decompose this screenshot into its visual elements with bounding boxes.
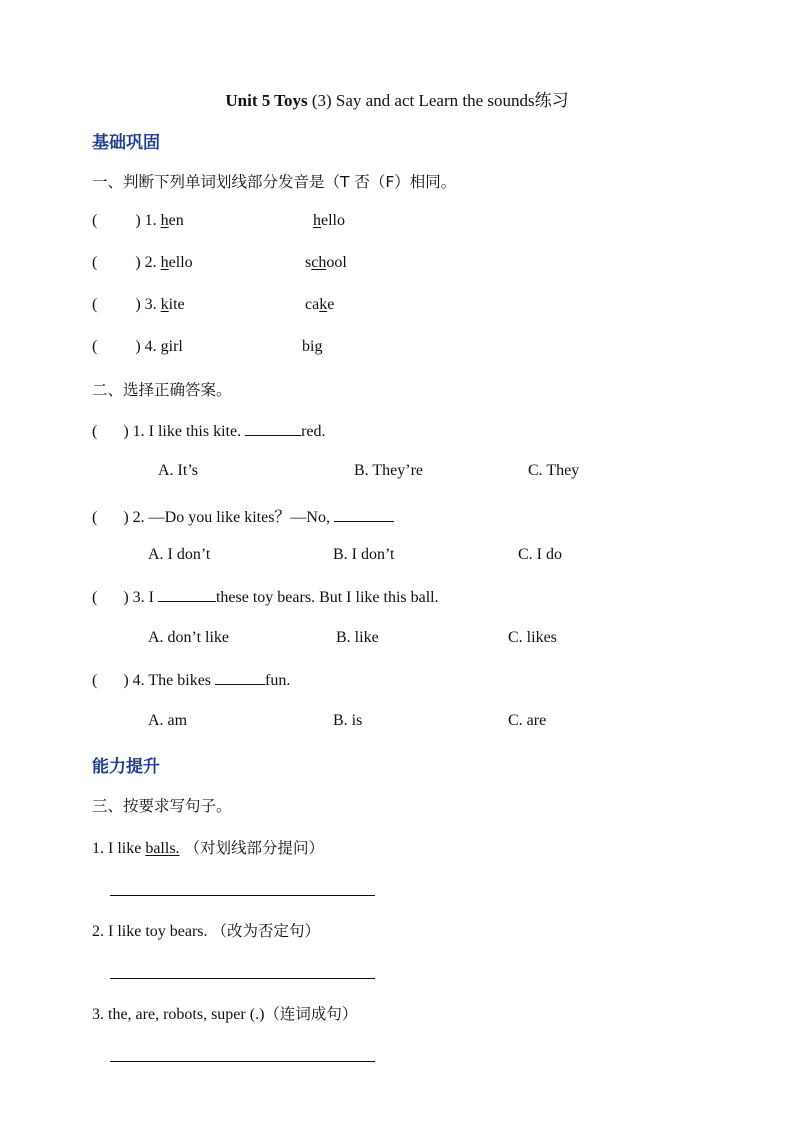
item-number: ) 1. [135,212,157,229]
question-text: ) 3. I [123,589,158,606]
sentence-text: 1. I like [92,840,146,857]
part3-item-3 [92,1002,357,1024]
part1-item-4-word2 [302,338,322,356]
paren-open: ( [92,589,98,606]
instruction: （对划线部分提问） [179,839,324,857]
part2-question-4 [92,670,290,690]
part3-item-2 [92,919,320,941]
fill-blank [245,421,301,436]
sentence-text: 2. I like toy bears. [92,923,212,940]
sentence-text: 3. the, are, robots, super (.) [92,1006,265,1023]
part1-item-2-word2 [305,254,347,272]
word1-post: ite [168,296,185,313]
word1-underlined: k [160,296,169,313]
word1-underlined: g [160,338,169,355]
option-c: C. are [508,712,547,729]
part1-heading: 一、判断下列单词划线部分发音是（T 否（F）相同。 [92,173,457,191]
part1-item-1 [92,212,184,230]
word2-pre: ca [305,296,320,313]
underlined-word: balls. [145,840,180,857]
paren-open: ( [92,338,98,355]
question-text: ) 4. The bikes [123,672,216,689]
question-text-after: fun. [265,672,291,689]
option-c: C. I do [518,546,562,563]
option-b: B. like [336,629,379,646]
word1-post: ello [168,254,193,271]
page-title [0,86,794,111]
word1-post: en [168,212,184,229]
answer-line [110,978,375,979]
word2-post: ello [321,212,345,229]
question-text: ) 2. —Do you like kites？—No, [123,509,334,526]
word2-pre: s [305,254,312,271]
answer-line [110,895,375,896]
paren-open: ( [92,509,98,526]
section-heading-basic: 基础巩固 [92,133,160,153]
option-c: C. likes [508,629,557,646]
option-b: B. is [333,712,363,729]
answer-line [110,1061,375,1062]
option-c: C. They [528,462,580,479]
part3-item-1 [92,836,324,858]
fill-blank [334,507,394,522]
option-a: A. am [148,712,188,729]
word2-underlined: g [314,338,323,355]
item-number: ) 4. [135,338,157,355]
part2-question-1 [92,421,326,441]
paren-open: ( [92,672,98,689]
part1-item-4 [92,338,183,356]
part2-heading: 二、选择正确答案。 [92,381,232,399]
paren-open: ( [92,212,98,229]
part2-question-2 [92,504,394,527]
instruction: （改为否定句） [211,922,321,940]
word1-underlined: h [160,212,169,229]
item-number: ) 3. [135,296,157,313]
paren-open: ( [92,423,98,440]
word2-post: e [327,296,335,313]
title-unit: Unit 5 Toys [225,91,308,110]
option-b: B. They’re [354,462,424,479]
option-a: A. don’t like [148,629,230,646]
word2-underlined: h [313,212,321,229]
paren-open: ( [92,254,98,271]
section-heading-advanced: 能力提升 [92,757,160,777]
instruction: （连词成句） [264,1005,358,1023]
part2-question-3 [92,587,439,607]
option-a: A. It’s [158,462,198,479]
word1-post: irl [168,338,183,355]
part1-item-3-word2 [305,296,334,314]
word2-post: ool [326,254,347,271]
part1-item-3 [92,296,185,314]
question-text-after: red. [301,423,326,440]
question-text-after: these toy bears. But I like this ball. [215,589,439,606]
word2-underlined: ch [311,254,327,271]
paren-open: ( [92,296,98,313]
option-a: A. I don’t [148,546,211,563]
question-text: ) 1. I like this kite. [123,423,246,440]
part3-heading: 三、按要求写句子。 [92,797,232,815]
word2-pre: bi [302,338,315,355]
item-number: ) 2. [135,254,157,271]
word2-underlined: k [319,296,328,313]
fill-blank [215,670,265,685]
part1-item-2 [92,254,193,272]
part1-item-1-word2 [313,212,345,230]
option-b: B. I don’t [333,546,395,563]
title-rest: (3) Say and act Learn the sounds练习 [307,91,569,110]
word1-underlined: h [160,254,169,271]
fill-blank [158,587,216,602]
